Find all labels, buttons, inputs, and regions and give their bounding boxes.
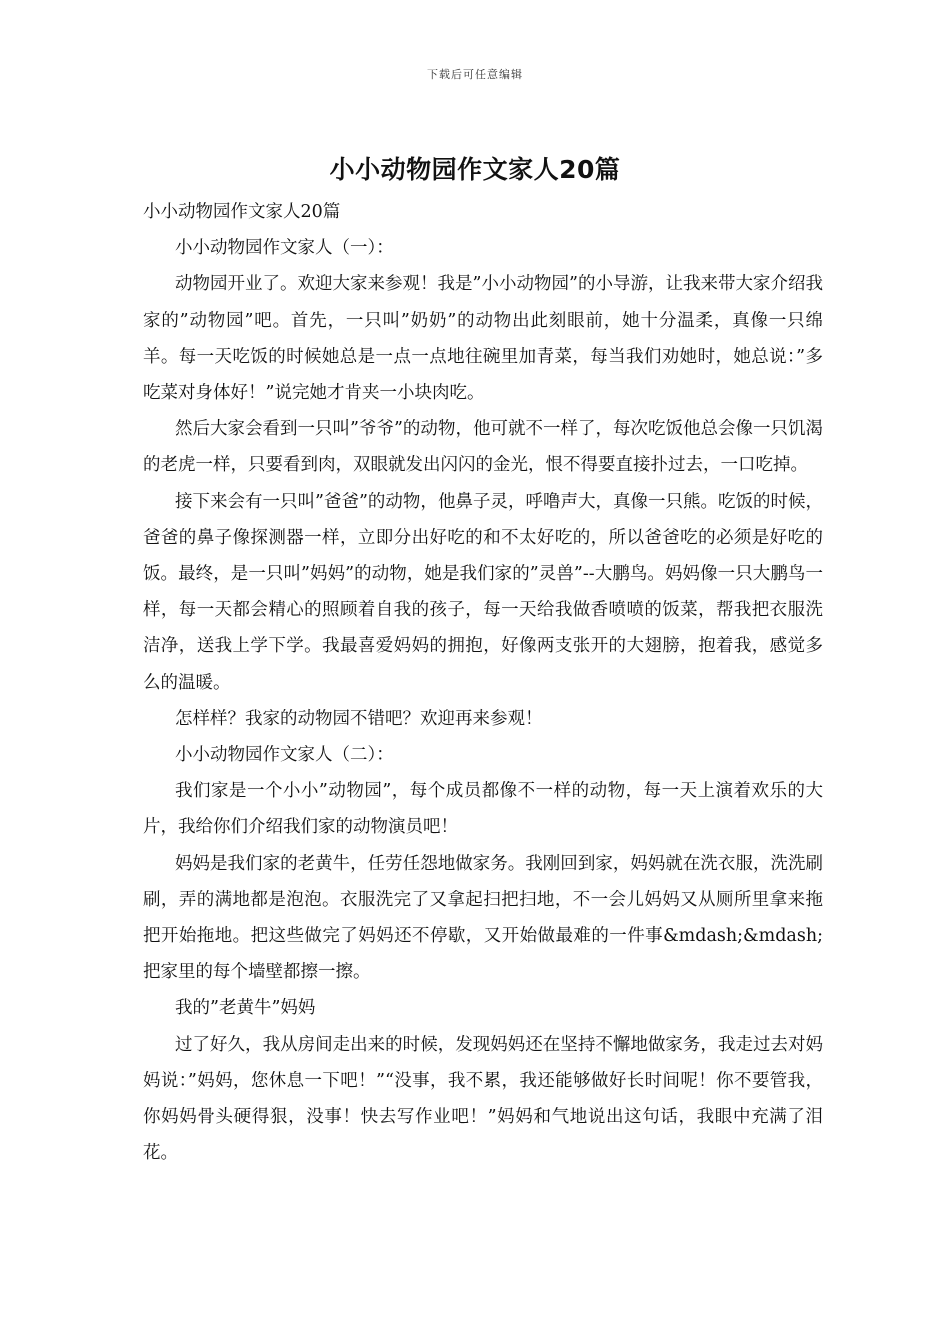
- body-paragraph: 妈妈是我们家的老黄牛，任劳任怨地做家务。我刚回到家，妈妈就在洗衣服，洗洗刷刷，弄的满地都是泡泡。衣服洗完了又拿起扫把扫地，不一会儿妈妈又从厕所里拿来拖把开始拖地。把这些做完了妈妈还不停歇，又开始做最难的一件事&mdash;&mdash;把家里的每个墙壁都擦一擦。: [143, 853, 823, 983]
- body-paragraph: 过了好久，我从房间走出来的时候，发现妈妈还在坚持不懈地做家务，我走过去对妈妈说：”妈妈，您休息一下吧！”“没事，我不累，我还能够做好长时间呢！你不要管我，你妈妈骨头硬得狠，没事！快去写作业吧！”妈妈和气地说出这句话，我眼中充满了泪花。: [143, 1034, 823, 1164]
- body-paragraph: 怎样样？我家的动物园不错吧？欢迎再来参观！: [175, 708, 543, 729]
- document-title: 小小动物园作文家人20篇: [329, 155, 621, 184]
- body-paragraph: 动物园开业了。欢迎大家来参观！我是”小小动物园”的小导游，让我来带大家介绍我家的”动物园”吧。首先，一只叫”奶奶”的动物出此刻眼前，她十分温柔，真像一只绵羊。每一天吃饭的时候她总是一点一点地往碗里加青菜，每当我们劝她时，她总说：”多吃菜对身体好！”说完她才肯夹一小块肉吃。: [143, 274, 823, 404]
- document-body: [143, 194, 823, 1171]
- section-heading-1: 小小动物园作文家人（一）：: [175, 238, 394, 259]
- body-paragraph: 我们家是一个小小”动物园”，每个成员都像不一样的动物，每一天上演着欢乐的大片，我给你们介绍我们家的动物演员吧！: [143, 781, 823, 838]
- page-header-note: 下载后可任意编辑: [427, 68, 523, 81]
- subtitle-paragraph: 小小动物园作文家人20篇: [143, 202, 341, 222]
- section-heading-2: 小小动物园作文家人（二）：: [175, 745, 394, 766]
- body-paragraph: 我的”老黄牛”妈妈: [175, 998, 316, 1019]
- body-paragraph: 接下来会有一只叫”爸爸”的动物，他鼻子灵，呼噜声大，真像一只熊。吃饭的时候，爸爸的鼻子像探测器一样，立即分出好吃的和不太好吃的，所以爸爸吃的必须是好吃的饭。最终，是一只叫”妈妈”的动物，她是我们家的”灵兽”--大鹏鸟。妈妈像一只大鹏鸟一样，每一天都会精心的照顾着自我的孩子，每一天给我做香喷喷的饭菜，帮我把衣服洗洁净，送我上学下学。我最喜爱妈妈的拥抱，好像两支张开的大翅膀，抱着我，感觉多么的温暖。: [143, 491, 823, 693]
- body-paragraph: 然后大家会看到一只叫”爷爷”的动物，他可就不一样了，每次吃饭他总会像一只饥渴的老虎一样，只要看到肉，双眼就发出闪闪的金光，恨不得要直接扑过去，一口吃掉。: [143, 419, 823, 476]
